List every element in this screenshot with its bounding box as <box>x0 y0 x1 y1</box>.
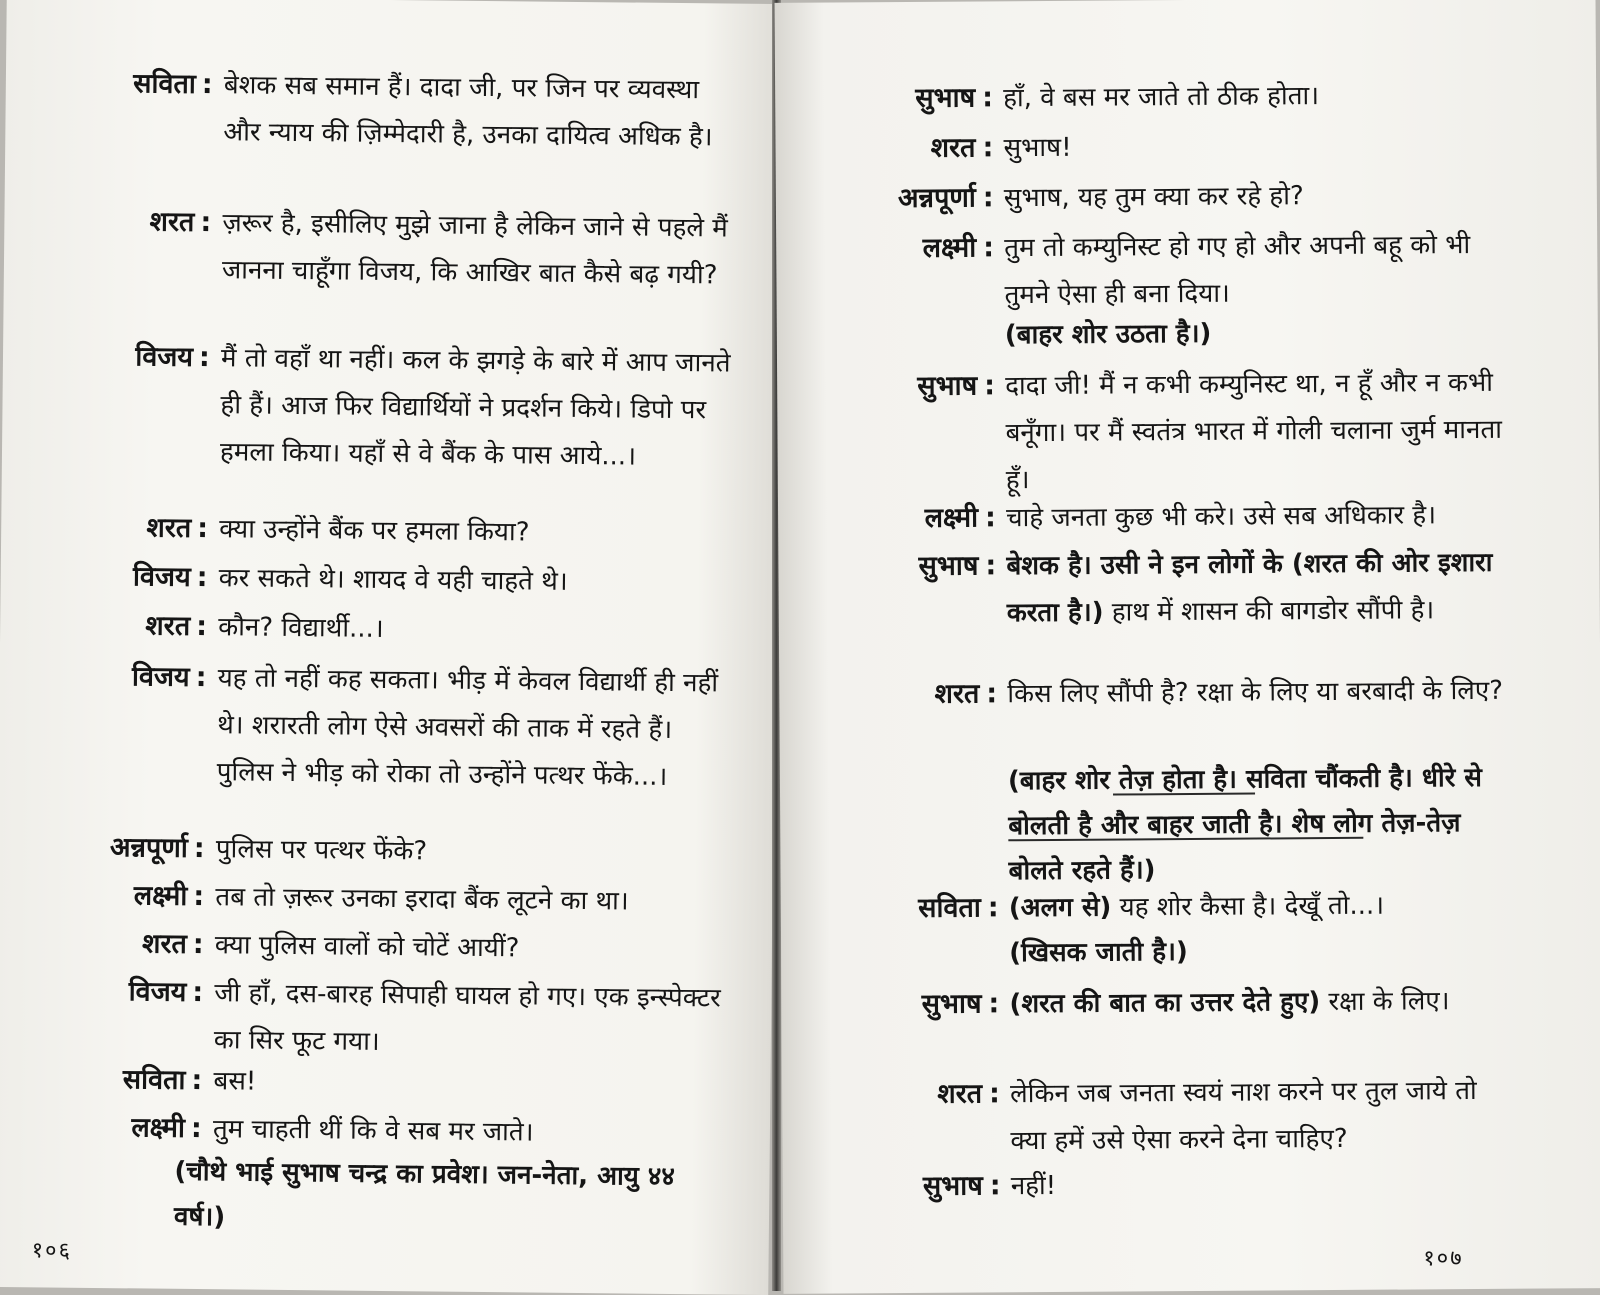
speech-block <box>778 489 1599 545</box>
speech-text: बेशक सब समान हैं। दादा जी, पर जिन पर व्यवस्था और न्याय की ज़िम्मेदारी है, उनका दायित्व अधिक है। <box>223 70 713 153</box>
speech-block <box>0 966 772 1064</box>
speaker-name: विजय <box>131 661 190 693</box>
speech-text <box>1009 978 1514 1029</box>
speaker-name: सुभाष <box>922 1170 983 1202</box>
right-page <box>775 0 1600 1294</box>
speech-text: सुभाष, यह तुम क्या कर रहे हो? <box>1003 181 1304 214</box>
speech-block <box>0 651 775 829</box>
colon: : <box>193 880 205 913</box>
speech-text <box>1006 540 1512 638</box>
speech-text: नहीं! <box>1010 1170 1057 1202</box>
speech-block <box>776 219 1598 315</box>
speech-text: मैं तो वहाँ था नहीं। कल के झगड़े के बारे में आप जानते ही हैं। आज फिर विद्यार्थियों ने प्रदर्शन किये। डिपो पर हमला किया। यहाँ से वे बैंक के पास आये...। <box>219 343 731 472</box>
speaker-name: सुभाष <box>918 550 979 582</box>
speech-block <box>781 879 1600 935</box>
speaker-name: अन्नपूर्णा <box>897 182 976 215</box>
speech-text-bold: बेशक है। उसी ने इन लोगों के (शरत की ओर इशारा करता है।) <box>1006 547 1493 629</box>
speaker-name: सविता <box>122 1064 186 1096</box>
colon: : <box>195 661 207 694</box>
speech-block <box>779 665 1600 761</box>
speech-text: दादा जी! मैं न कभी कम्युनिस्ट था, न हूँ और न कभी बनूँगा। पर मैं स्वतंत्र भारत में गोली चलाना जुर्म मानता हूँ। <box>1005 367 1503 496</box>
colon: : <box>985 550 997 582</box>
left-page <box>0 0 782 1295</box>
stage-direction: (खिसक जाती है।) <box>1009 937 1188 969</box>
speech-text-rest: रक्षा के लिए। <box>1320 986 1450 1018</box>
stage-direction: (बाहर शोर तेज़ होता है। सविता चौंकती है। धीरे से बोलती है और बाहर जाती है। शेष लोग तेज़-तेज़ बोलते रहते हैं।) <box>1007 762 1483 887</box>
colon: : <box>989 1170 1001 1202</box>
speaker-name: शरत <box>146 512 192 544</box>
speaker-name: लक्ष्मी <box>922 232 977 264</box>
colon: : <box>196 561 208 594</box>
speaker-name: सविता <box>918 892 981 924</box>
speech-block <box>0 600 775 658</box>
colon: : <box>198 342 210 374</box>
speech-block <box>775 119 1596 175</box>
speech-text: कर सकते थे। शायद वे यही चाहते थे। <box>218 563 568 597</box>
speech-text: ज़रूर है, इसीलिए मुझे जाना है लेकिन जाने से पहले मैं जानना चाहूँगा विजय, कि आखिर बात कैसे बढ़ गयी? <box>221 208 728 291</box>
speech-text: क्या पुलिस वालों को चोटें आयीं? <box>214 930 520 964</box>
speaker-name: विजय <box>128 976 187 1008</box>
colon: : <box>982 182 994 214</box>
speaker-name: शरत <box>937 1078 983 1110</box>
colon: : <box>193 832 205 865</box>
speaker-name: विजय <box>135 341 194 373</box>
colon: : <box>987 892 999 924</box>
speech-block <box>5 58 781 196</box>
speaker-name: लक्ष्मी <box>133 880 188 912</box>
colon: : <box>201 69 213 101</box>
colon: : <box>989 1078 1001 1110</box>
speaker-name: सुभाष <box>917 370 978 402</box>
speaker-name: शरत <box>149 206 195 238</box>
colon: : <box>200 207 212 239</box>
colon: : <box>982 132 994 164</box>
speaker-name: सुभाष <box>921 988 982 1020</box>
speech-block <box>775 69 1596 125</box>
speaker-name: सुभाष <box>915 82 976 114</box>
colon: : <box>984 370 996 402</box>
speaker-name: लक्ष्मी <box>131 1112 186 1144</box>
speech-block <box>777 357 1599 496</box>
stage-direction: (बाहर शोर उठता है।) <box>1004 318 1212 351</box>
colon: : <box>190 1112 202 1145</box>
speaker-name: अन्नपूर्णा <box>109 832 189 864</box>
colon: : <box>982 82 994 114</box>
speech-text: लेकिन जब जनता स्वयं नाश करने पर तुल जाये तो क्या हमें उसे ऐसा करने देना चाहिए? <box>1010 1076 1477 1157</box>
speech-text-rest: हाथ में शासन की बागडोर सौंपी है। <box>1103 595 1435 628</box>
colon: : <box>984 502 997 534</box>
speech-text-rest: यह शोर कैसा है। देखूँ तो...। <box>1111 890 1385 923</box>
speech-text: चाहे जनता कुछ भी करे। उसे सब अधिकार है। <box>1006 500 1437 534</box>
speech-text-bold: (अलग से) <box>1008 892 1112 924</box>
speech-text: कौन? विद्यार्थी...। <box>218 612 384 644</box>
colon: : <box>196 610 208 643</box>
speaker-name: लक्ष्मी <box>924 502 979 534</box>
colon: : <box>986 678 998 710</box>
speaker-name: शरत <box>930 132 976 164</box>
stage-direction: (चौथे भाई सुभाष चन्द्र का प्रवेश। जन-नेता, आयु ४४ वर्ष।) <box>173 1156 676 1233</box>
speech-block <box>781 975 1600 1071</box>
speech-text: बस! <box>213 1066 257 1097</box>
colon: : <box>197 513 209 545</box>
speech-text: जी हाँ, दस-बारह सिपाही घायल हो गए। एक इन्स्पेक्टर का सिर फूट गया। <box>213 978 721 1057</box>
colon: : <box>192 928 204 961</box>
speaker-name: शरत <box>934 678 980 710</box>
speaker-name: शरत <box>145 610 191 642</box>
speech-text: सुभाष! <box>1003 132 1072 164</box>
speech-block <box>3 196 779 334</box>
speech-block <box>1 331 778 509</box>
speech-text <box>1009 882 1514 933</box>
speech-block <box>778 537 1600 673</box>
speech-text: किस लिए सौंपी है? रक्षा के लिए या बरबादी के लिए? <box>1007 675 1504 710</box>
speech-text: तब तो ज़रूर उनका इरादा बैंक लूटने का था। <box>215 882 629 917</box>
speech-text: तुम चाहती थीं कि वे सब मर जाते। <box>212 1114 534 1148</box>
colon: : <box>988 988 1000 1020</box>
page-number: १०६ <box>31 1238 73 1264</box>
speech-text: तुम तो कम्युनिस्ट हो गए हो और अपनी बहू को भी तुमने ऐसा ही बना दिया। <box>1004 230 1471 311</box>
colon: : <box>191 1064 203 1097</box>
colon: : <box>192 976 204 1009</box>
speech-block <box>782 1065 1600 1161</box>
speaker-name: सविता <box>133 68 197 100</box>
speaker-name: शरत <box>141 928 188 960</box>
speech-text: पुलिस पर पत्थर फेंके? <box>215 834 428 867</box>
speech-text: क्या उन्होंने बैंक पर हमला किया? <box>219 514 530 548</box>
colon: : <box>983 232 995 264</box>
speech-block <box>783 1157 1600 1213</box>
speaker-name: विजय <box>132 561 191 593</box>
speech-block <box>776 169 1597 225</box>
speech-text: यह तो नहीं कह सकता। भीड़ में केवल विद्यार्थी ही नहीं थे। शरारती लोग ऐसे अवसरों की ताक में रहते हैं। पुलिस ने भीड़ को रोका तो उन्होंने पत्थर फेंके...। <box>216 663 719 792</box>
speech-text: हाँ, वे बस मर जाते तो ठीक होता। <box>1003 81 1320 114</box>
speech-text-bold: (शरत की बात का उत्तर देते हुए) <box>1009 987 1321 1020</box>
page-number: १०७ <box>1423 1246 1464 1272</box>
